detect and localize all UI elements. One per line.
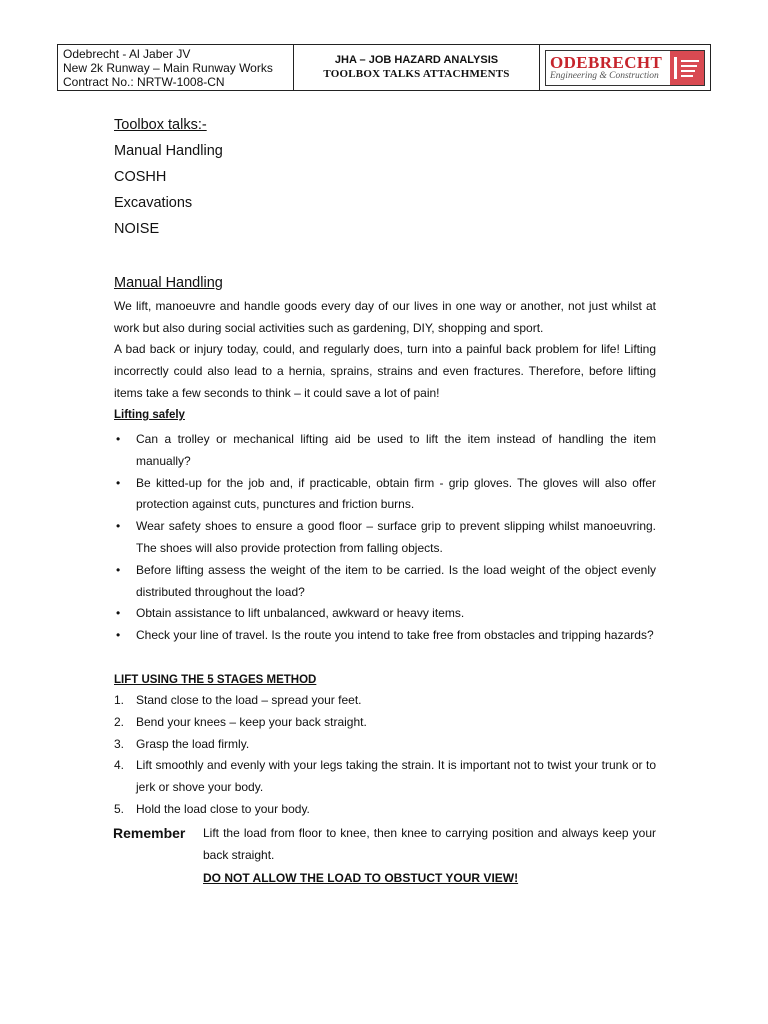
list-item: • Can a trolley or mechanical lifting aid be used to lift the item instead of handling the item manually? xyxy=(114,429,656,473)
logo-brand: ODEBRECHT xyxy=(550,52,663,72)
logo-subtitle: Engineering & Construction xyxy=(550,70,659,81)
logo-cell xyxy=(540,45,710,90)
logo-mark-icon xyxy=(670,51,704,85)
toc-item: Manual Handling xyxy=(114,143,223,159)
stages-heading: LIFT USING THE 5 STAGES METHOD xyxy=(114,674,317,686)
project-info xyxy=(58,45,294,90)
list-item: 1. Stand close to the load – spread your feet. xyxy=(114,690,656,712)
bullet-icon: • xyxy=(116,475,121,490)
toc-item: NOISE xyxy=(114,221,160,237)
toc-item: Excavations xyxy=(114,195,193,211)
lifting-safely-heading: Lifting safely xyxy=(114,409,185,421)
stage-number: 1. xyxy=(114,693,125,707)
list-item: 5. Hold the load close to your body. xyxy=(114,799,656,821)
bullet-icon: • xyxy=(116,432,121,446)
list-item: • Be kitted-up for the job and, if practicable, obtain firm - grip gloves. The gloves will also offer protection against cuts, punctures and friction burns. xyxy=(114,473,656,517)
list-item: • Check your line of travel. Is the route you intend to take free from obstacles and tripping hazards? xyxy=(114,625,656,647)
bullet-icon: • xyxy=(116,519,121,534)
stage-number: 4. xyxy=(114,758,125,773)
document-header xyxy=(57,44,711,91)
project-line-works: New 2k Runway – Main Runway Works xyxy=(63,61,273,75)
toc xyxy=(114,112,656,242)
document-title-cell xyxy=(294,45,540,90)
list-item: 2. Bend your knees – keep your back straight. xyxy=(114,712,656,734)
list-item: • Before lifting assess the weight of the item to be carried. Is the load weight of the object evenly distributed throughout the load? xyxy=(114,560,656,604)
stage-number: 2. xyxy=(114,714,125,729)
bullet-icon: • xyxy=(116,606,121,621)
risk-paragraph: A bad back or injury today, could, and regularly does, turn into a painful back problem for life! Lifting incorrectly could also lead to a hernia, sprains, strains and even fractures. Therefore, before lifting items take a few seconds to think – it could save a lot of pain! xyxy=(114,342,656,400)
list-item: 3. Grasp the load firmly. xyxy=(114,734,656,756)
company-logo xyxy=(545,50,705,86)
remember-label: Remember xyxy=(113,825,186,841)
lifting-safely-list xyxy=(114,429,656,647)
list-item: • Wear safety shoes to ensure a good floor – surface grip to prevent slipping whilst manoeuvring. The shoes will also provide protection from falling objects. xyxy=(114,516,656,560)
stage-number: 3. xyxy=(114,736,125,751)
toc-item: COSHH xyxy=(114,169,167,185)
bullet-icon: • xyxy=(116,562,121,577)
list-item: 4. Lift smoothly and evenly with your legs taking the strain. It is important not to twist your trunk or to jerk or shove your body. xyxy=(114,755,656,799)
stage-number: 5. xyxy=(114,801,125,816)
stages-list xyxy=(114,690,656,821)
document-title: JHA – JOB HAZARD ANALYSIS xyxy=(334,54,499,66)
section-title: Manual Handling xyxy=(114,275,223,291)
remember-text: Lift the load from floor to knee, then knee to carrying position and always keep your back straight. xyxy=(203,826,656,862)
project-line-company: Odebrecht - Al Jaber JV xyxy=(63,47,191,61)
document-subtitle: TOOLBOX TALKS ATTACHMENTS xyxy=(323,68,510,80)
intro-paragraph: We lift, manoeuvre and handle goods every day of our lives in one way or another, not just whilst at work but also during social activities such as gardening, DIY, shopping and sport. xyxy=(114,299,656,335)
bullet-icon: • xyxy=(116,628,121,643)
toc-title: Toolbox talks:- xyxy=(114,117,207,133)
project-line-contract: Contract No.: NRTW-1008-CN xyxy=(63,75,225,89)
list-item: • Obtain assistance to lift unbalanced, awkward or heavy items. xyxy=(114,603,656,625)
warning-text: DO NOT ALLOW THE LOAD TO OBSTUCT YOUR VIEW! xyxy=(203,871,519,885)
